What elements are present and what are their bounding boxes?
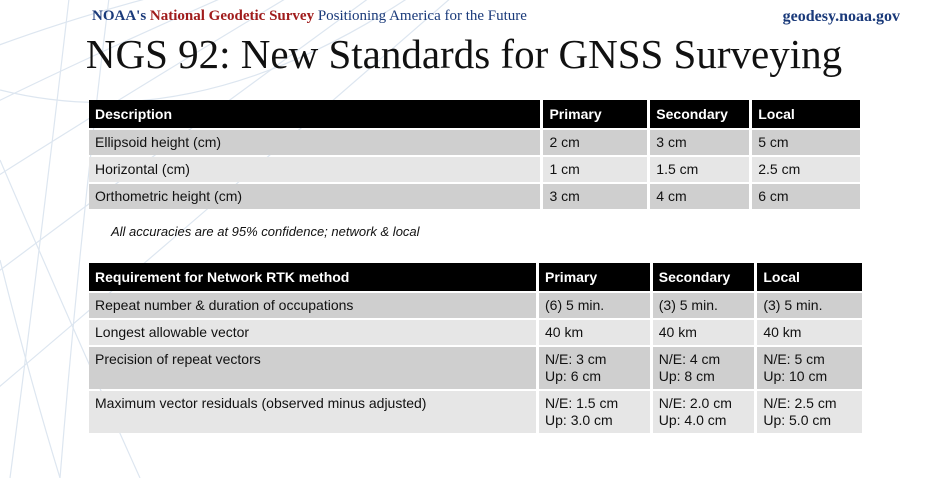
table-cell: Repeat number & duration of occupations <box>89 293 536 318</box>
table-cell: N/E: 4 cm Up: 8 cm <box>653 347 755 389</box>
table-cell: Maximum vector residuals (observed minus adjusted) <box>89 391 536 433</box>
table-cell: N/E: 3 cm Up: 6 cm <box>539 347 650 389</box>
table-cell: 40 km <box>653 320 755 345</box>
rtk-requirements-table <box>86 261 865 435</box>
table-cell: 5 cm <box>752 130 860 155</box>
table-row <box>89 391 862 433</box>
slide-title: NGS 92: New Standards for GNSS Surveying <box>85 31 843 77</box>
table-row <box>89 293 862 318</box>
table-row <box>89 320 862 345</box>
tagline: Positioning America for the Future <box>317 8 527 24</box>
table-row <box>89 157 860 182</box>
table-cell: Longest allowable vector <box>89 320 536 345</box>
table-cell: Orthometric height (cm) <box>89 184 540 209</box>
table-cell: 2.5 cm <box>752 157 860 182</box>
table-header-row <box>89 100 860 128</box>
col-header: Local <box>757 263 862 291</box>
table-row <box>89 184 860 209</box>
table-cell: N/E: 2.5 cm Up: 5.0 cm <box>757 391 862 433</box>
table-cell: 40 km <box>757 320 862 345</box>
table-row <box>89 130 860 155</box>
table-cell: 3 cm <box>543 184 647 209</box>
table-cell: Precision of repeat vectors <box>89 347 536 389</box>
accuracy-table <box>86 98 863 211</box>
table-row <box>89 347 862 389</box>
table-cell: Horizontal (cm) <box>89 157 540 182</box>
table-cell: N/E: 2.0 cm Up: 4.0 cm <box>653 391 755 433</box>
col-header: Primary <box>543 100 647 128</box>
agency-header <box>92 8 527 25</box>
table-cell: 4 cm <box>650 184 749 209</box>
table-cell: (3) 5 min. <box>757 293 862 318</box>
table-cell: (3) 5 min. <box>653 293 755 318</box>
accuracy-note: All accuracies are at 95% confidence; network & local <box>111 224 420 239</box>
table-cell: Ellipsoid height (cm) <box>89 130 540 155</box>
table-cell: 40 km <box>539 320 650 345</box>
noaa-label: NOAA's <box>92 8 147 24</box>
col-header: Primary <box>539 263 650 291</box>
ngs-label: National Geodetic Survey <box>149 8 315 24</box>
col-header: Local <box>752 100 860 128</box>
col-header: Secondary <box>653 263 755 291</box>
table-cell: 2 cm <box>543 130 647 155</box>
col-header: Requirement for Network RTK method <box>89 263 536 291</box>
col-header: Secondary <box>650 100 749 128</box>
table-cell: 1 cm <box>543 157 647 182</box>
table-cell: N/E: 1.5 cm Up: 3.0 cm <box>539 391 650 433</box>
table-cell: (6) 5 min. <box>539 293 650 318</box>
table-cell: 6 cm <box>752 184 860 209</box>
col-header: Description <box>89 100 540 128</box>
table-cell: N/E: 5 cm Up: 10 cm <box>757 347 862 389</box>
table-cell: 1.5 cm <box>650 157 749 182</box>
table-header-row <box>89 263 862 291</box>
site-url[interactable]: geodesy.noaa.gov <box>782 8 900 25</box>
table-cell: 3 cm <box>650 130 749 155</box>
